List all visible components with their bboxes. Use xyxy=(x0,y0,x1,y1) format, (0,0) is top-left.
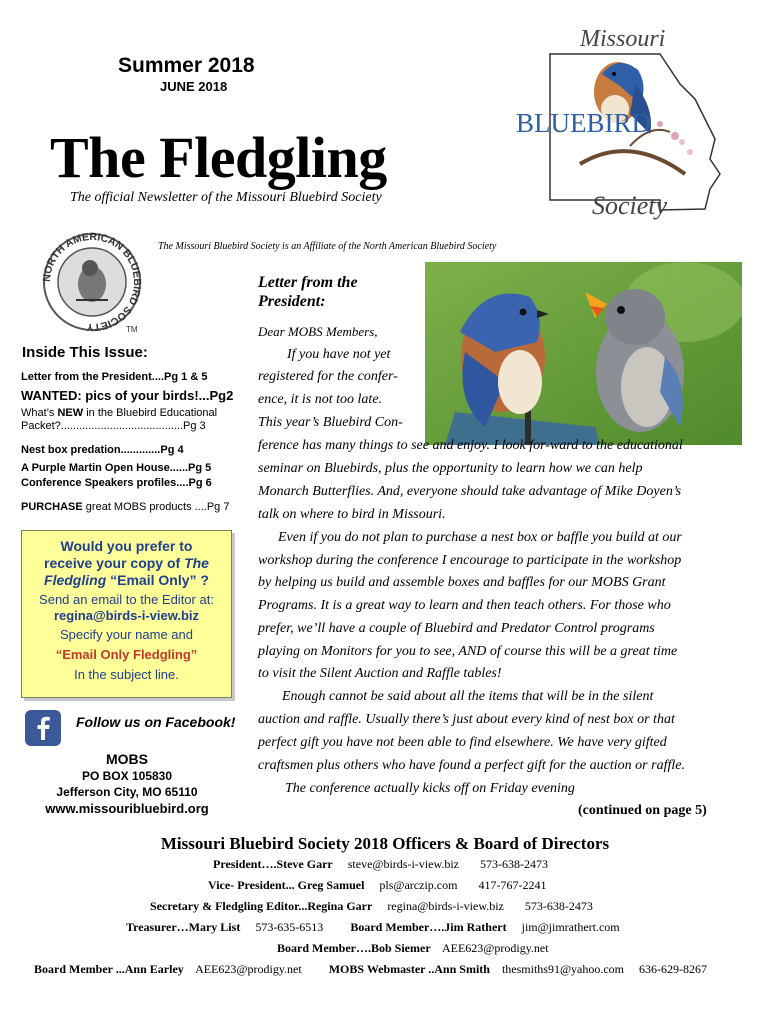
mobs-logo-middle-text: BLUEBIRD xyxy=(516,108,651,138)
officer-phone: 573-638-2473 xyxy=(480,857,548,871)
article-line: talk on where to bird in Missouri. xyxy=(258,507,446,522)
website-link[interactable]: www.missouribluebird.org xyxy=(45,801,209,816)
toc-item: Packet?........................................Pg 3 xyxy=(21,420,206,432)
officer-name: Secretary & Fledgling Editor...Regina Garr xyxy=(150,899,373,913)
officer-row xyxy=(277,941,549,956)
officer-row xyxy=(34,962,707,977)
toc-item: Nest box predation.............Pg 4 xyxy=(21,444,184,456)
toc-item: WANTED: pics of your birds!...Pg2 xyxy=(21,388,234,403)
email-only-promo-box xyxy=(21,530,232,698)
facebook-icon[interactable] xyxy=(25,710,61,746)
continued-on-page-link[interactable]: (continued on page 5) xyxy=(578,803,707,818)
officer-email[interactable]: AEE623@prodigy.net xyxy=(441,941,549,955)
officer-name: Board Member….Bob Siemer xyxy=(277,941,431,955)
article-line: by helping us build and assemble boxes and baffles for our MOBS Grant xyxy=(258,575,666,590)
promo-text: receive your copy of xyxy=(44,555,185,571)
article-line: auction and raffle. Usually there’s just about every kind of nest box or that xyxy=(258,712,675,727)
mobs-logo-top-text: Missouri xyxy=(580,26,666,52)
article-line: prefer, we’ll have a couple of Bluebird and Predator Control programs xyxy=(258,621,655,636)
officer-phone: 417-767-2241 xyxy=(478,878,547,892)
promo-text: “Email Only” ? xyxy=(106,572,209,588)
article-line: If you have not yet xyxy=(287,347,391,362)
mobs-logo-bottom-text: Society xyxy=(592,191,668,220)
inside-this-issue-heading: Inside This Issue: xyxy=(22,344,148,361)
officer-email[interactable]: regina@birds-i-view.biz xyxy=(387,899,504,913)
officer-email[interactable]: jim@jimrathert.com xyxy=(521,920,620,934)
toc-item: Letter from the President....Pg 1 & 5 xyxy=(21,371,208,383)
article-line: Dear MOBS Members, xyxy=(258,324,378,339)
nabs-logo xyxy=(36,228,148,336)
issue-month: JUNE 2018 xyxy=(160,79,228,94)
promo-line: Would you prefer to xyxy=(60,538,193,554)
mobs-logo xyxy=(510,24,738,232)
toc-text: in the Bluebird Educational xyxy=(86,407,218,419)
letter-heading-line: Letter from the xyxy=(258,274,358,291)
address-city: Jefferson City, MO 65110 xyxy=(56,785,198,799)
promo-line: In the subject line. xyxy=(74,667,179,682)
newsletter-subtitle: The official Newsletter of the Missouri Bluebird Society xyxy=(70,190,382,205)
bluebirds-photo xyxy=(425,262,742,445)
toc-item xyxy=(21,501,229,513)
article-line: seminar on Bluebirds, plus the opportunity to learn how we can help xyxy=(258,461,643,476)
promo-line: Send an email to the Editor at: xyxy=(39,592,214,607)
letter-heading xyxy=(258,273,358,311)
affiliate-note: The Missouri Bluebird Society is an Affiliate of the North American Bluebird Society xyxy=(158,241,497,252)
officers-heading: Missouri Bluebird Society 2018 Officers & Board of Directors xyxy=(160,834,610,853)
officer-phone: 636-629-8267 xyxy=(639,962,707,976)
article-line: workshop during the conference I encourage to participate in the workshop xyxy=(258,553,682,568)
officer-phone: 573-635-6513 xyxy=(255,920,324,934)
article-line: Programs. It is a great way to learn and then teach others. For those who xyxy=(258,598,671,613)
promo-line xyxy=(22,555,231,571)
promo-line: “Email Only Fledgling” xyxy=(55,647,198,662)
article-line: The conference actually kicks off on Friday evening xyxy=(285,781,575,796)
article-line: ence, it is not too late. xyxy=(258,392,383,407)
editor-email-link[interactable]: regina@birds-i-view.biz xyxy=(53,608,200,623)
toc-item: A Purple Martin Open House......Pg 5 xyxy=(21,462,212,474)
officer-name: Board Member ...Ann Earley xyxy=(34,962,184,976)
officer-row xyxy=(213,857,548,872)
promo-text: Fledgling xyxy=(44,572,107,588)
issue-season: Summer 2018 xyxy=(118,54,255,77)
toc-item: Conference Speakers profiles....Pg 6 xyxy=(21,477,212,489)
toc-text: PURCHASE xyxy=(21,501,83,513)
officer-email[interactable]: thesmiths91@yahoo.com xyxy=(501,962,624,976)
promo-line: Specify your name and xyxy=(60,627,193,642)
article-line: Even if you do not plan to purchase a nest box or baffle you build at our xyxy=(278,530,682,545)
toc-text: great MOBS products ....Pg 7 xyxy=(85,501,230,513)
officer-email[interactable]: pls@arczip.com xyxy=(379,878,458,892)
article-line: Monarch Butterflies. And, everyone should take advantage of Mike Doyen’s xyxy=(258,484,682,499)
article-line: craftsmen plus others who have found a perfect gift for the auction or raffle. xyxy=(258,758,685,773)
nabs-logo-tm: TM xyxy=(126,325,138,334)
nabs-logo-text: NORTH AMERICAN BLUEBIRD SOCIETY xyxy=(40,230,144,334)
officer-name: Vice- President... Greg Samuel xyxy=(208,878,365,892)
officer-row xyxy=(150,899,593,914)
officer-name: Treasurer…Mary List xyxy=(126,920,241,934)
officer-phone: 573-638-2473 xyxy=(524,899,593,913)
officer-email[interactable]: steve@birds-i-view.biz xyxy=(347,857,459,871)
promo-line xyxy=(22,572,231,588)
address-box: PO BOX 105830 xyxy=(81,769,173,783)
facebook-follow-link[interactable]: Follow us on Facebook! xyxy=(76,714,236,730)
officer-email[interactable]: AEE623@prodigy.net xyxy=(195,962,302,976)
article-line: registered for the confer- xyxy=(258,369,398,384)
article-line: perfect gift you have not been able to find elsewhere. We have very gifted xyxy=(258,735,667,750)
promo-text: The xyxy=(184,555,209,571)
officer-name: President….Steve Garr xyxy=(213,857,333,871)
toc-text: What’s xyxy=(21,407,55,419)
article-line: This year’s Bluebird Con- xyxy=(258,415,403,430)
address-org: MOBS xyxy=(106,751,148,767)
article-line: Enough cannot be said about all the items that will be in the silent xyxy=(282,689,654,704)
officer-name: MOBS Webmaster ..Ann Smith xyxy=(328,962,490,976)
letter-heading-line: President: xyxy=(258,293,326,310)
officer-row xyxy=(126,920,620,935)
article-line: ference has many things to see and enjoy. I look for-ward to the educational xyxy=(258,438,683,453)
officer-row xyxy=(208,878,546,893)
toc-text: NEW xyxy=(57,407,84,419)
article-line: to visit the Silent Auction and Raffle tables! xyxy=(258,666,502,681)
newsletter-title: The Fledgling xyxy=(50,125,387,190)
officer-name: Board Member….Jim Rathert xyxy=(350,920,507,934)
article-line: playing on Monitors for you to see, AND of course this will be a great time xyxy=(258,644,678,659)
toc-item xyxy=(21,407,217,419)
